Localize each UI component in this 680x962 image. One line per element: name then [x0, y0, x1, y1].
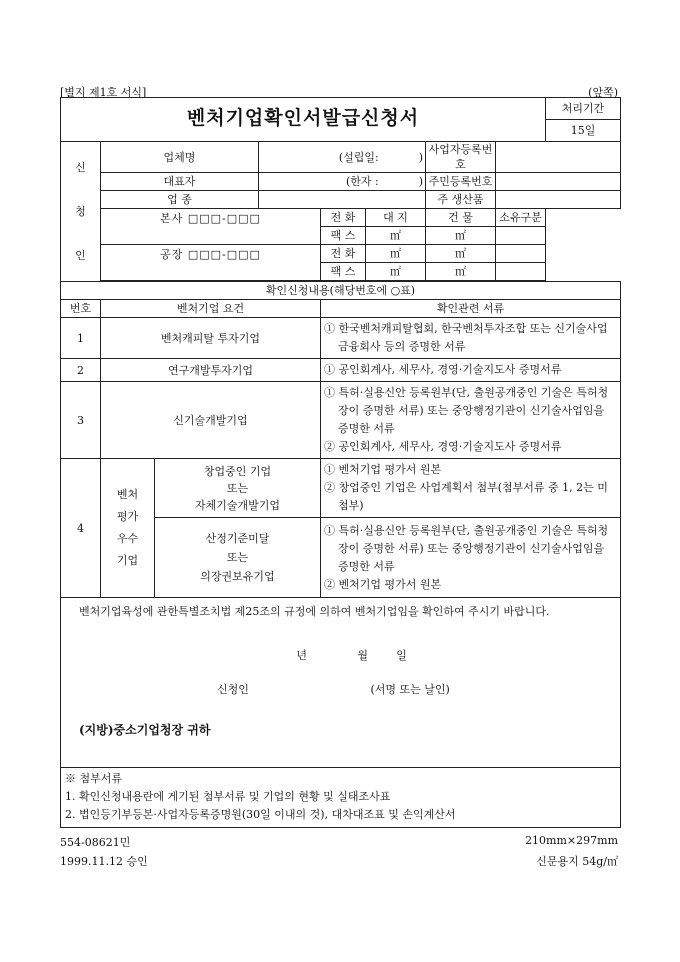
declaration-text: 벤처기업육성에 관한특별조치법 제25조의 규정에 의하여 벤처기업임을 확인하여 주시기 바랍니다.: [79, 605, 550, 618]
company-name-label: 업체명: [101, 142, 259, 173]
industry-field[interactable]: [259, 191, 426, 209]
col-documents: 확인관련 서류: [321, 300, 621, 318]
row-number[interactable]: 4: [61, 459, 101, 598]
attachments-title: ※ 첨부서류: [65, 772, 123, 785]
attachment-item: 2. 법인등기부등본·사업자등록증명원(30일 이내의 것), 대차대조표 및 손익계산서: [65, 808, 456, 821]
representative-label: 대표자: [101, 173, 259, 191]
processing-label: 처리기간: [546, 98, 621, 120]
row-documents: ① 공인회계사, 세무사, 경영·기술지도사 증명서류: [321, 359, 621, 382]
biz-reg-field[interactable]: [496, 142, 621, 173]
applicant-section-label: 신 청 인: [61, 142, 101, 282]
declaration-box: [61, 598, 621, 768]
factory-fax-land-unit[interactable]: ㎡: [366, 263, 426, 281]
row-requirement: 신기술개발기업: [101, 382, 321, 459]
attachment-item: 1. 확인신청내용란에 게기된 첨부서류 및 기업의 현황 및 실태조사표: [65, 790, 391, 803]
attachments-box: [61, 768, 621, 828]
subgroup-below-standard-documents: ① 특허·실용신안 등록원부(단, 출원공개중인 기술은 특허청장이 증명한 서류) 또는 중앙행정기관이 신기술사업임을 증명한 서류 ② 벤처기업 평가서 원본: [321, 518, 621, 598]
table-row: [61, 318, 621, 359]
confirm-heading: 확인신청내용(해당번호에 ○표): [61, 282, 621, 300]
paper-type: 신문용지 54g/㎡: [536, 855, 618, 868]
factory-fax-ownership-field[interactable]: [496, 263, 546, 281]
subgroup-startup-documents: ① 벤처기업 평가서 원본 ② 창업중인 기업은 사업계획서 첨부(첨부서류 중 1, 2는 미첨부): [321, 459, 621, 518]
factory-phone-label: 전 화: [321, 245, 366, 263]
hq-phone-label: 전 화: [321, 209, 366, 227]
row-number[interactable]: 2: [61, 359, 101, 382]
hq-address-field[interactable]: 본사 □□□-□□□: [101, 209, 321, 245]
row-requirement: 벤처캐피탈 투자기업: [101, 318, 321, 359]
biz-reg-label: 사업자등록번호: [426, 142, 496, 173]
table-row: [61, 359, 621, 382]
established-date-field[interactable]: (설립일: ): [259, 142, 426, 173]
factory-ownership-field[interactable]: [496, 245, 546, 263]
subgroup-startup: 창업중인 기업 또는 자체기술개발기업: [155, 459, 321, 518]
hq-ownership-field[interactable]: [496, 227, 546, 245]
factory-land-unit[interactable]: ㎡: [366, 245, 426, 263]
applicant-signature-line[interactable]: 신청인 (서명 또는 날인): [217, 683, 450, 696]
approval-date: 1999.11.12 승인: [60, 855, 148, 868]
page-side: (앞쪽): [588, 86, 618, 99]
col-number: 번호: [61, 300, 101, 318]
paper-size: 210mm×297mm: [525, 834, 618, 847]
form-title: [61, 98, 546, 142]
factory-fax-building-unit[interactable]: ㎡: [426, 263, 496, 281]
resident-no-label: 주민등록번호: [426, 173, 496, 191]
main-product-label: 주 생산품: [426, 191, 496, 209]
table-row: [61, 382, 621, 459]
application-form: [60, 97, 621, 828]
hq-land-unit[interactable]: ㎡: [366, 227, 426, 245]
ownership-label: 소유구분: [496, 209, 546, 227]
resident-no-field[interactable]: [496, 173, 621, 191]
row-documents: ① 한국벤처캐피탈협회, 한국벤처투자조합 또는 신기술사업금융회사 등의 증명한 서류: [321, 318, 621, 359]
row-requirement: 연구개발투자기업: [101, 359, 321, 382]
building-label: 건 물: [426, 209, 496, 227]
main-product-field[interactable]: [496, 191, 621, 209]
industry-label: 업 종: [101, 191, 259, 209]
form-code: 554-08621민: [60, 836, 131, 849]
factory-fax-label: 팩 스: [321, 263, 366, 281]
factory-building-unit[interactable]: ㎡: [426, 245, 496, 263]
hq-fax-label: 팩 스: [321, 227, 366, 245]
hanja-field[interactable]: (한자 : ): [259, 173, 426, 191]
row-number[interactable]: 1: [61, 318, 101, 359]
col-requirement: 벤처기업 요건: [101, 300, 321, 318]
subgroup-below-standard: 산정기준미달 또는 의장권보유기업: [155, 518, 321, 598]
row-documents: ① 특허·실용신안 등록원부(단, 출원공개중인 기술은 특허청장이 증명한 서류) 또는 중앙행정기관이 신기술사업임을 증명한 서류 ② 공인회계사, 세무사, 경영·기술지도사 증명서류: [321, 382, 621, 459]
table-row: [61, 459, 621, 518]
form-number: [별지 제1호 서식]: [60, 86, 147, 99]
hq-building-unit[interactable]: ㎡: [426, 227, 496, 245]
venture-eval-group: 벤처 평가 우수 기업: [101, 459, 155, 598]
row-number[interactable]: 3: [61, 382, 101, 459]
factory-address-field[interactable]: 공장 □□□-□□□: [101, 245, 321, 281]
title-text: 벤처기업확인서발급신청서: [186, 107, 420, 129]
land-label: 대 지: [366, 209, 426, 227]
processing-value: 15일: [546, 120, 621, 142]
addressee: (지방)중소기업청장 귀하: [79, 723, 211, 737]
date-line[interactable]: 년 월 일: [296, 649, 407, 662]
